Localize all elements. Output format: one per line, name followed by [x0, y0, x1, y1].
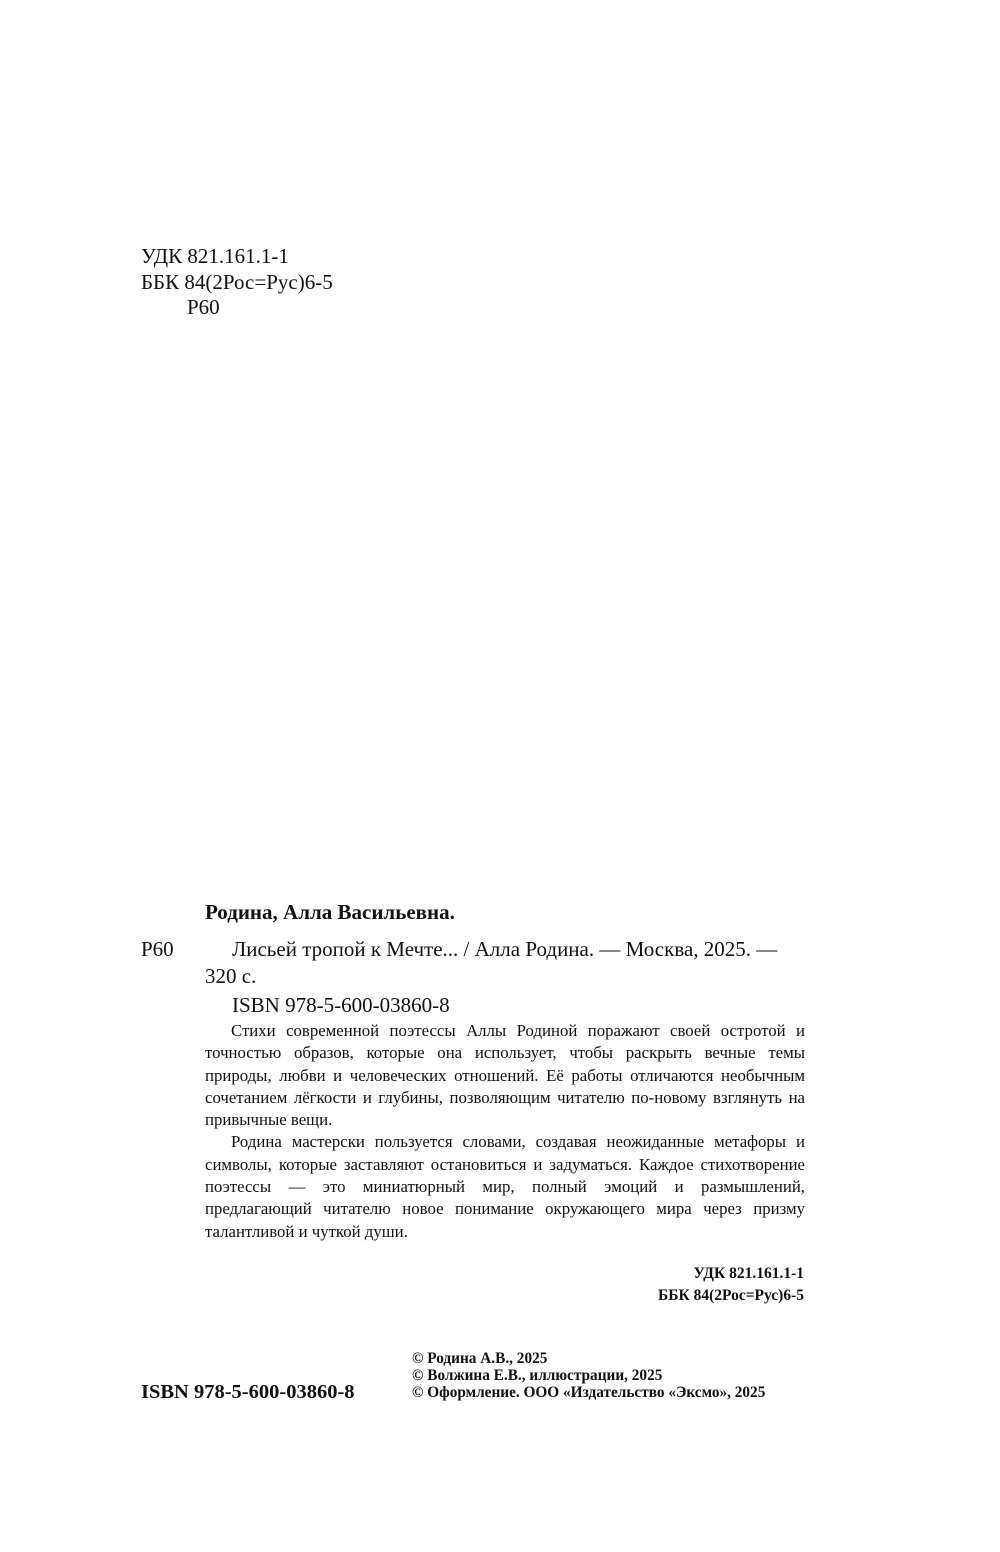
- author-heading: Родина, Алла Васильевна.: [205, 900, 455, 924]
- copyright-publisher: © Оформление. ООО «Издательство «Эксмо», 2025: [412, 1384, 766, 1401]
- title-line-1: Лисьей тропой к Мечте... / Алла Родина. — Москва, 2025. —: [232, 937, 778, 961]
- title-line-2: 320 с.: [205, 964, 257, 988]
- annotation: [205, 1020, 805, 1243]
- author-mark-top: Р60: [187, 295, 220, 319]
- bbk-code-top: ББК 84(2Рос=Рус)6-5: [141, 270, 333, 294]
- isbn-line: ISBN 978-5-600-03860-8: [232, 993, 450, 1017]
- annotation-paragraph-1: Стихи современной поэтессы Аллы Родиной поражают своей остротой и точностью образов, которые она использует, чтобы раскрыть вечные темы природы, любви и человеческих отношений. Её работы отличаются необычным сочетанием лёгкости и глубины, позволяющим читателю по-новому взглянуть на привычные вещи.: [205, 1021, 805, 1130]
- bbk-code-bottom: ББК 84(2Рос=Рус)6-5: [657, 1287, 804, 1304]
- udk-code-bottom: УДК 821.161.1-1: [693, 1265, 804, 1282]
- annotation-paragraph-2: Родина мастерски пользуется словами, создавая неожиданные метафоры и символы, которые заставляют остановиться и задуматься. Каждое стихотворение поэтессы — это миниатюрный мир, полный эмоций и размышлений, предлагающий читателю новое понимание окружающего мира через призму талантливой и чуткой души.: [205, 1132, 805, 1241]
- isbn-footer: ISBN 978-5-600-03860-8: [141, 1381, 355, 1403]
- copyright-author: © Родина А.В., 2025: [412, 1350, 548, 1367]
- copyright-illustrator: © Волжина Е.В., иллюстрации, 2025: [412, 1367, 663, 1384]
- udk-code-top: УДК 821.161.1-1: [141, 244, 289, 268]
- author-mark: Р60: [141, 937, 174, 961]
